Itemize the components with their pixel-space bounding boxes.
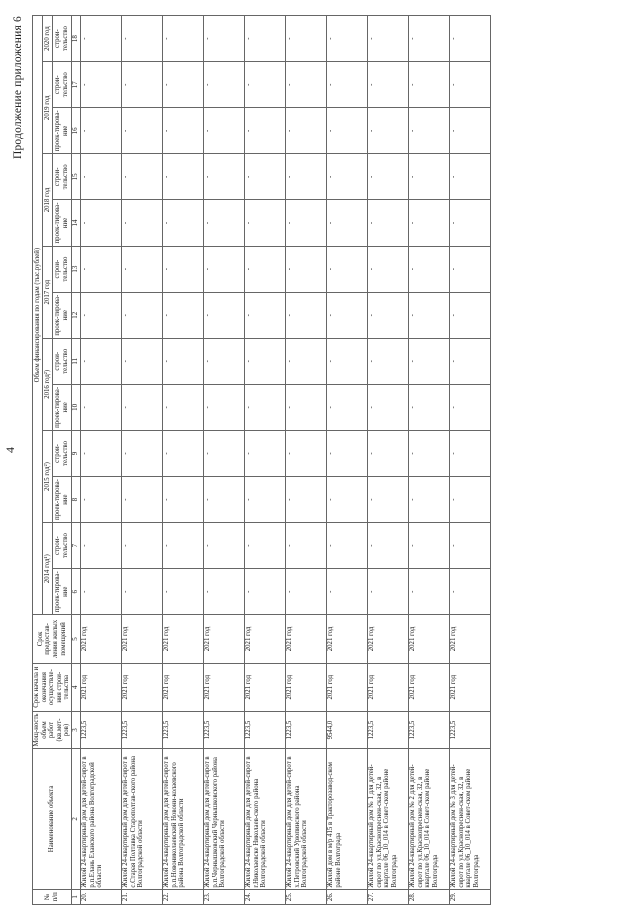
header-year: 2018 год xyxy=(43,154,53,246)
funding-cell: - xyxy=(121,16,162,62)
funding-cell: - xyxy=(367,477,408,523)
funding-cell: - xyxy=(367,338,408,384)
object-name: Жилой 24-квартирный дом для детей-сирот в р.п.Елань Еланского района Волгоградской области xyxy=(80,749,121,889)
funding-cell: - xyxy=(203,16,244,62)
funding-cell: - xyxy=(162,338,203,384)
capacity-value: 1223,5 xyxy=(80,711,121,748)
row-number: 21. xyxy=(121,889,162,904)
funding-cell: - xyxy=(285,200,326,246)
object-name: Жилой 24-квартирный дом для детей-сирот в с.Старая Полтавка Старополтав-ского района Волгоградской области xyxy=(121,749,162,889)
funding-cell: - xyxy=(162,477,203,523)
funding-cell: - xyxy=(326,523,367,569)
funding-cell: - xyxy=(367,430,408,476)
provide-term: 2021 год xyxy=(449,615,490,663)
funding-cell: - xyxy=(367,16,408,62)
funding-cell: - xyxy=(408,246,449,292)
row-number: 23. xyxy=(203,889,244,904)
provide-term: 2021 год xyxy=(80,615,121,663)
header-construction: строи-тельство xyxy=(53,338,72,384)
funding-cell: - xyxy=(203,292,244,338)
header-construction: строи-тельство xyxy=(53,523,72,569)
header-name: Наименование объекта xyxy=(33,749,72,889)
row-number: 20. xyxy=(80,889,121,904)
funding-cell: - xyxy=(80,477,121,523)
header-year: 2015 год²) xyxy=(43,430,53,522)
funding-cell: - xyxy=(449,523,490,569)
column-number: 5 xyxy=(71,615,80,663)
column-number: 18 xyxy=(71,16,80,62)
object-name: Жилой 24-квартирный дом № 2 для детей-сирот по ул.Краснопреснен-ская, 32, в квартале 06_10_014 в Совет-ском районе Волгограда xyxy=(408,749,449,889)
funding-cell: - xyxy=(367,62,408,108)
funding-cell: - xyxy=(121,523,162,569)
funding-cell: - xyxy=(203,154,244,200)
funding-cell: - xyxy=(367,569,408,615)
funding-cell: - xyxy=(449,292,490,338)
start-term: 2021 год xyxy=(162,663,203,711)
funding-cell: - xyxy=(244,62,285,108)
funding-cell: - xyxy=(244,477,285,523)
funding-cell: - xyxy=(285,16,326,62)
row-number: 28. xyxy=(408,889,449,904)
row-number: 24. xyxy=(244,889,285,904)
row-number: 22. xyxy=(162,889,203,904)
table-row xyxy=(367,16,408,905)
funding-cell: - xyxy=(162,154,203,200)
start-term: 2021 год xyxy=(408,663,449,711)
header-design: проек-тирова-ние xyxy=(53,384,72,430)
header-design: проек-тирова-ние xyxy=(53,200,72,246)
start-term: 2021 год xyxy=(80,663,121,711)
funding-cell: - xyxy=(326,62,367,108)
table-row xyxy=(80,16,121,905)
funding-cell: - xyxy=(449,108,490,154)
funding-cell: - xyxy=(326,338,367,384)
funding-cell: - xyxy=(285,523,326,569)
funding-cell: - xyxy=(367,292,408,338)
column-number: 12 xyxy=(71,292,80,338)
funding-cell: - xyxy=(408,430,449,476)
funding-cell: - xyxy=(203,384,244,430)
header-year: 2014 год¹) xyxy=(43,523,53,615)
funding-cell: - xyxy=(449,200,490,246)
funding-cell: - xyxy=(449,246,490,292)
header-year: 2016 год²) xyxy=(43,338,53,430)
table-body xyxy=(80,16,490,905)
funding-cell: - xyxy=(121,338,162,384)
funding-cell: - xyxy=(408,154,449,200)
funding-cell: - xyxy=(285,108,326,154)
header-design: проек-тирова-ние xyxy=(53,292,72,338)
funding-cell: - xyxy=(367,200,408,246)
funding-cell: - xyxy=(244,292,285,338)
column-number: 10 xyxy=(71,384,80,430)
row-number: 29. xyxy=(449,889,490,904)
funding-cell: - xyxy=(121,384,162,430)
object-name: Жилой 24-квартирный дом № 3 для детей-сирот по ул.Краснопреснен-ская, 32, в квартале 06_10_014 в Совет-ском районе Волгограда xyxy=(449,749,490,889)
column-number: 16 xyxy=(71,108,80,154)
funding-cell: - xyxy=(121,569,162,615)
provide-term: 2021 год xyxy=(162,615,203,663)
funding-cell: - xyxy=(162,569,203,615)
funding-cell: - xyxy=(203,200,244,246)
column-number: 4 xyxy=(71,663,80,711)
funding-cell: - xyxy=(121,246,162,292)
funding-cell: - xyxy=(121,62,162,108)
funding-cell: - xyxy=(80,292,121,338)
funding-cell: - xyxy=(326,246,367,292)
header-construction: строи-тельство xyxy=(53,16,72,62)
funding-cell: - xyxy=(80,384,121,430)
column-number: 1 xyxy=(71,889,80,904)
object-name: Жилой 24-квартирный дом № 1 для детей-сирот по ул.Краснопреснен-ская, 32, в квартале 06_10_014 в Совет-ском районе Волгограда xyxy=(367,749,408,889)
funding-cell: - xyxy=(244,16,285,62)
column-number: 7 xyxy=(71,523,80,569)
start-term: 2021 год xyxy=(244,663,285,711)
funding-cell: - xyxy=(162,430,203,476)
header-capacity: Мощ-ность объем работ (кв.мет-ров) xyxy=(33,711,72,748)
funding-cell: - xyxy=(367,246,408,292)
capacity-value: 1223,5 xyxy=(244,711,285,748)
funding-cell: - xyxy=(408,569,449,615)
funding-cell: - xyxy=(285,62,326,108)
object-name: Жилой 24-квартирный дом для детей-сирот в р.п.Новониколаевский Новони-колаевского района Волгоградской области xyxy=(162,749,203,889)
capacity-value: 1223,5 xyxy=(285,711,326,748)
table-row xyxy=(285,16,326,905)
table-row xyxy=(121,16,162,905)
provide-term: 2021 год xyxy=(367,615,408,663)
table-row xyxy=(203,16,244,905)
capacity-value: 1223,5 xyxy=(408,711,449,748)
header-provide: Срок предостав-ления жилых помещений xyxy=(33,615,72,663)
funding-cell: - xyxy=(80,338,121,384)
funding-cell: - xyxy=(408,384,449,430)
column-number: 13 xyxy=(71,246,80,292)
provide-term: 2021 год xyxy=(408,615,449,663)
funding-cell: - xyxy=(121,154,162,200)
funding-cell: - xyxy=(449,62,490,108)
funding-cell: - xyxy=(285,154,326,200)
row-number: 27. xyxy=(367,889,408,904)
header-funding: Объем финансирования по годам (тыс.рублей) xyxy=(33,16,43,615)
capacity-value: 1223,5 xyxy=(203,711,244,748)
funding-cell: - xyxy=(121,430,162,476)
table-row xyxy=(326,16,367,905)
row-number: 25. xyxy=(285,889,326,904)
funding-cell: - xyxy=(367,384,408,430)
provide-term: 2021 год xyxy=(326,615,367,663)
row-number: 26. xyxy=(326,889,367,904)
header-construction: строи-тельство xyxy=(53,62,72,108)
funding-cell: - xyxy=(326,16,367,62)
funding-cell: - xyxy=(285,246,326,292)
funding-cell: - xyxy=(449,430,490,476)
column-number: 15 xyxy=(71,154,80,200)
funding-cell: - xyxy=(121,477,162,523)
funding-cell: - xyxy=(408,62,449,108)
funding-cell: - xyxy=(244,200,285,246)
funding-cell: - xyxy=(244,430,285,476)
capacity-value: 1223,5 xyxy=(449,711,490,748)
funding-cell: - xyxy=(326,154,367,200)
funding-cell: - xyxy=(285,569,326,615)
funding-cell: - xyxy=(326,477,367,523)
funding-cell: - xyxy=(203,338,244,384)
object-name: Жилой 24-квартирный дом для детей-сирот в х.Петровский Урюпинского района Волгоградской области xyxy=(285,749,326,889)
table-row xyxy=(408,16,449,905)
funding-cell: - xyxy=(367,154,408,200)
funding-cell: - xyxy=(285,384,326,430)
header-design: проек-тирова-ние xyxy=(53,569,72,615)
funding-cell: - xyxy=(285,477,326,523)
column-number: 14 xyxy=(71,200,80,246)
header-design: проек-тирова-ние xyxy=(53,108,72,154)
funding-cell: - xyxy=(449,16,490,62)
funding-cell: - xyxy=(80,62,121,108)
funding-cell: - xyxy=(162,246,203,292)
funding-cell: - xyxy=(80,108,121,154)
funding-cell: - xyxy=(121,200,162,246)
funding-cell: - xyxy=(326,384,367,430)
provide-term: 2021 год xyxy=(203,615,244,663)
funding-cell: - xyxy=(121,292,162,338)
capacity-value: 1223,5 xyxy=(121,711,162,748)
funding-cell: - xyxy=(449,569,490,615)
funding-cell: - xyxy=(162,200,203,246)
funding-cell: - xyxy=(80,569,121,615)
column-number: 8 xyxy=(71,477,80,523)
funding-cell: - xyxy=(408,108,449,154)
funding-cell: - xyxy=(408,523,449,569)
funding-cell: - xyxy=(162,62,203,108)
funding-cell: - xyxy=(326,292,367,338)
funding-cell: - xyxy=(203,477,244,523)
funding-cell: - xyxy=(203,62,244,108)
start-term: 2021 год xyxy=(449,663,490,711)
funding-cell: - xyxy=(244,384,285,430)
funding-cell: - xyxy=(162,292,203,338)
column-number: 17 xyxy=(71,62,80,108)
funding-cell: - xyxy=(408,200,449,246)
funding-cell: - xyxy=(408,292,449,338)
table-row xyxy=(162,16,203,905)
funding-cell: - xyxy=(449,384,490,430)
funding-cell: - xyxy=(449,154,490,200)
start-term: 2021 год xyxy=(203,663,244,711)
provide-term: 2021 год xyxy=(244,615,285,663)
funding-cell: - xyxy=(367,108,408,154)
funding-cell: - xyxy=(162,16,203,62)
column-number: 9 xyxy=(71,430,80,476)
funding-cell: - xyxy=(326,108,367,154)
funding-cell: - xyxy=(285,430,326,476)
provide-term: 2021 год xyxy=(121,615,162,663)
funding-cell: - xyxy=(285,338,326,384)
header-year: 2017 год xyxy=(43,246,53,338)
funding-cell: - xyxy=(285,292,326,338)
funding-cell: - xyxy=(244,523,285,569)
start-term: 2021 год xyxy=(326,663,367,711)
funding-cell: - xyxy=(408,16,449,62)
funding-cell: - xyxy=(162,384,203,430)
funding-cell: - xyxy=(203,430,244,476)
table-row xyxy=(244,16,285,905)
funding-cell: - xyxy=(203,569,244,615)
funding-cell: - xyxy=(203,523,244,569)
funding-cell: - xyxy=(203,246,244,292)
funding-cell: - xyxy=(244,338,285,384)
funding-cell: - xyxy=(80,154,121,200)
column-number: 3 xyxy=(71,711,80,748)
funding-cell: - xyxy=(326,430,367,476)
funding-cell: - xyxy=(449,338,490,384)
funding-cell: - xyxy=(449,477,490,523)
funding-cell: - xyxy=(80,246,121,292)
funding-cell: - xyxy=(80,16,121,62)
funding-table xyxy=(32,15,491,905)
page-number: 4 xyxy=(3,447,17,453)
object-name: Жилой 24-квартирный дом для детей-сирот в г.Николаевске Николаев-ского района Волгоградской области xyxy=(244,749,285,889)
funding-cell: - xyxy=(121,108,162,154)
capacity-value: 1223,5 xyxy=(367,711,408,748)
header-construction: строи-тельство xyxy=(53,154,72,200)
object-name: Жилой дом в м/р 415 в Тракторозавод-ском районе Волгограда xyxy=(326,749,367,889)
funding-cell: - xyxy=(244,108,285,154)
header-construction: строи-тельство xyxy=(53,246,72,292)
start-term: 2021 год xyxy=(285,663,326,711)
column-number-row xyxy=(71,16,80,905)
funding-cell: - xyxy=(408,338,449,384)
funding-cell: - xyxy=(244,246,285,292)
funding-cell: - xyxy=(367,523,408,569)
object-name: Жилой 24-квартирный дом для детей-сирот в р.п.Чернышковский Чернышковского района Волгоградской области xyxy=(203,749,244,889)
column-number: 11 xyxy=(71,338,80,384)
column-number: 6 xyxy=(71,569,80,615)
funding-cell: - xyxy=(244,154,285,200)
funding-cell: - xyxy=(326,200,367,246)
header-design: проек-тирова-ние xyxy=(53,477,72,523)
capacity-value: 9544,0 xyxy=(326,711,367,748)
funding-cell: - xyxy=(244,569,285,615)
header-year: 2019 год xyxy=(43,62,53,154)
start-term: 2021 год xyxy=(121,663,162,711)
start-term: 2021 год xyxy=(367,663,408,711)
column-number: 2 xyxy=(71,749,80,889)
continuation-label: Продолжение приложения 6 xyxy=(12,16,24,160)
funding-cell: - xyxy=(326,569,367,615)
capacity-value: 1223,5 xyxy=(162,711,203,748)
header-start: Срок начала и окончания осуществле-ния строи-тельства xyxy=(33,663,72,711)
header-year: 2020 год xyxy=(43,16,53,62)
funding-cell: - xyxy=(203,108,244,154)
provide-term: 2021 год xyxy=(285,615,326,663)
funding-cell: - xyxy=(408,477,449,523)
funding-cell: - xyxy=(80,200,121,246)
funding-cell: - xyxy=(80,523,121,569)
header-no: № п/п xyxy=(33,889,72,904)
funding-cell: - xyxy=(80,430,121,476)
funding-cell: - xyxy=(162,523,203,569)
header-construction: строи-тельство xyxy=(53,430,72,476)
table-row xyxy=(449,16,490,905)
funding-cell: - xyxy=(162,108,203,154)
